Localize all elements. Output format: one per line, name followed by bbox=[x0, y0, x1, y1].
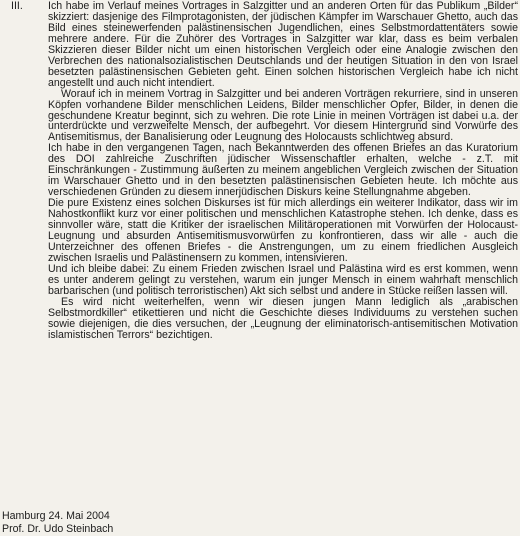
paragraph-5: Und ich bleibe dabei: Zu einem Frieden zwischen Israel und Palästina wird es erst kommen, wenn es unter anderem gelingt zu verstehen, warum ein junger Mensch in einem wahrhaft menschlich barbarischen (und politisch terroristischen) Akt sich selbst und andere in Stücke reißen lassen will. bbox=[48, 262, 518, 297]
paragraph-4: Die pure Existenz eines solchen Diskurses ist für mich allerdings ein weiterer Indikator, dass wir im Nahostkonflikt kurz vor einer politischen und menschlichen Katastrophe stehen. Ich denke, dass es sinnvoller wäre, statt die Kritiker der israelischen Militäroperationen mit Vorwürfen der Holocaust-Leugnung und absurden Antisemitismusvorwürfen zu konfrontieren, dass wir alle - auch die Unterzeichner des offenen Briefes - die Anstrengungen, um zu einem friedlichen Ausgleich zwischen Israelis und Palästinensern zu kommen, intensivieren. bbox=[48, 197, 518, 264]
section-numeral: III. bbox=[11, 0, 23, 12]
signature-block bbox=[2, 510, 113, 535]
paragraph-6: Es wird nicht weiterhelfen, wenn wir diesen jungen Mann lediglich als „arabischen Selbstmordkiller“ etikettieren und nicht die Geschichte dieses Individuums zu verstehen suchen sowie diejenigen, die dies versuchen, der „Leugnung der eliminatorisch-antisemitischen Motivation islamistischen Terrors“ bezichtigen. bbox=[48, 295, 518, 341]
paragraph-2: Worauf ich in meinem Vortrag in Salzgitter und bei anderen Vorträgen rekurriere, sind in unseren Köpfen vorhandene Bilder menschlichen Leidens, Bilder menschlicher Opfer, Bilder, in denen die geschundene Kreatur beginnt, sich zu wehren. Die rote Linie in meinen Vorträgen ist dabei u.a. der unterdrückte und verzweifelte Mensch, der aufbegehrt. Vor diesem Hintergrund sind Vorwürfe des Antisemitismus, der Banalisierung oder Leugnung des Holocausts schlichtweg absurd. bbox=[48, 87, 518, 144]
author-name: Prof. Dr. Udo Steinbach bbox=[2, 522, 114, 535]
paragraph-1: Ich habe im Verlauf meines Vortrages in Salzgitter und an anderen Orten für das Publikum „Bilder“ skizziert: dasjenige des Filmprotagonisten, der jüdischen Kämpfer im Warschauer Ghetto, auch das Bild eines steinewerfenden palästinensischen Jugendlichen, eines Selbstmordattentäters sowie mehrere andere. Für die Zuhörer des Vortrages in Salzgitter war klar, dass es beim verbalen Skizzieren dieser Bilder nicht um einen historischen Vergleich oder eine Analogie zwischen den Verbrechen des nationalsozialistischen Deutschlands und der heutigen Situation in den von Israel besetzten palästinensischen Gebieten geht. Einen solchen historischen Vergleich habe ich nicht angestellt und auch nicht intendiert. bbox=[48, 0, 518, 89]
paragraph-3: Ich habe in den vergangenen Tagen, nach Bekanntwerden des offenen Briefes an das Kuratorium des DOI zahlreiche Zuschriften jüdischer Wissenschaftler erhalten, welche - z.T. mit Einschränkungen - Zustimmung äußerten zu meinem angeblichen Vergleich zwischen der Situation im Warschauer Ghetto und in den besetzten palästinensischen Gebieten heute. Ich möchte aus verschiedenen Gründen zu diesem innerjüdischen Diskurs keine Stellungnahme abgeben. bbox=[48, 142, 518, 199]
place-date: Hamburg 24. Mai 2004 bbox=[2, 510, 110, 522]
letter-body bbox=[48, 1, 518, 341]
